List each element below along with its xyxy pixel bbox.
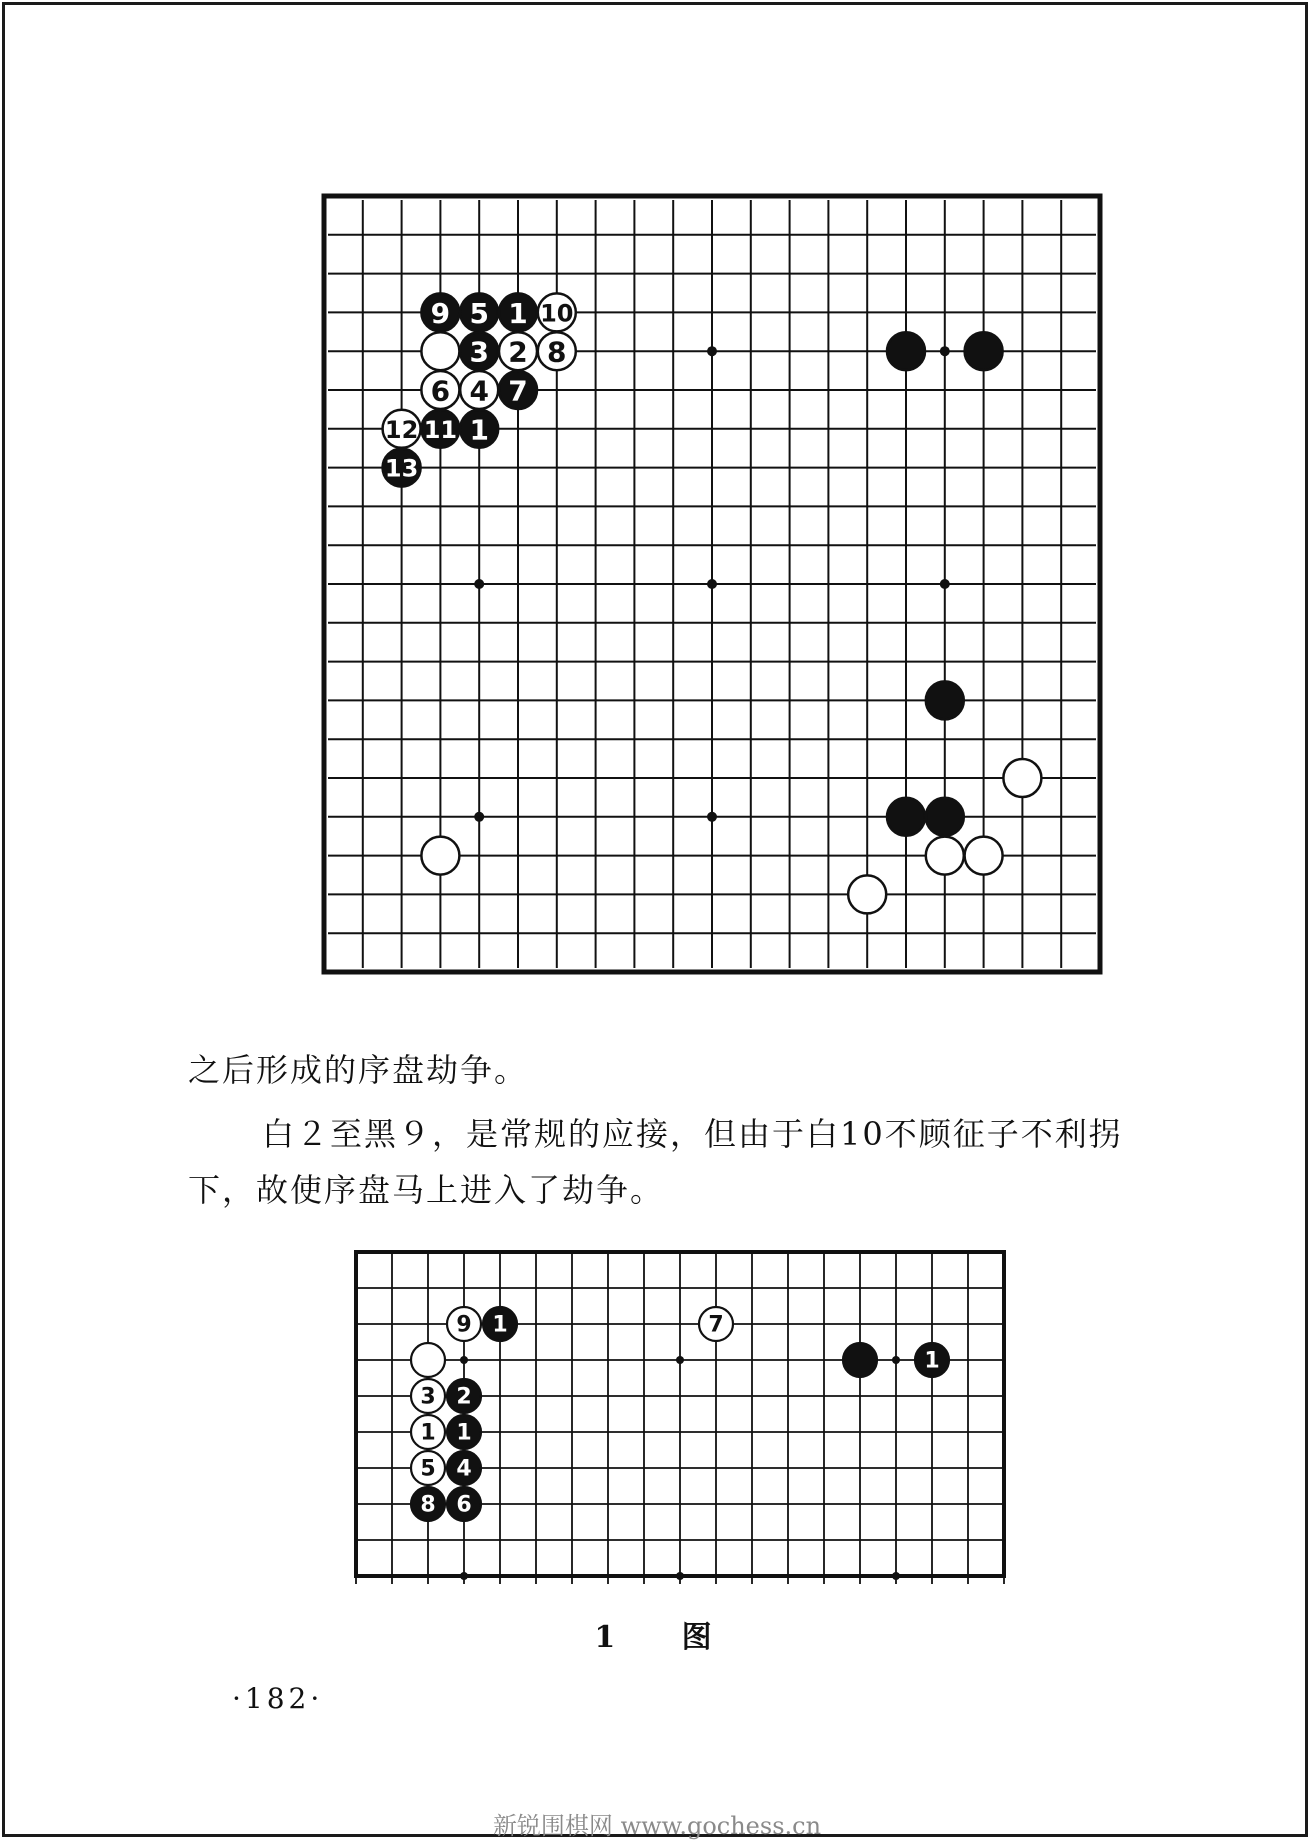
white-stone	[447, 1307, 481, 1341]
move-number-label: 13	[384, 454, 419, 483]
black-stone	[383, 449, 421, 487]
white-stone	[1003, 759, 1041, 797]
move-number-label: 6	[456, 1492, 472, 1518]
black-stone	[915, 1343, 949, 1377]
move-number-label: 4	[456, 1456, 472, 1482]
black-stone	[499, 293, 537, 331]
black-stone	[926, 681, 964, 719]
move-number-label: 8	[420, 1492, 436, 1518]
move-number-label: 5	[469, 296, 489, 330]
move-number-label: 1	[456, 1420, 472, 1446]
move-number-label: 1	[492, 1312, 508, 1338]
star-point	[474, 579, 484, 589]
star-point	[707, 579, 717, 589]
star-point	[892, 1572, 900, 1580]
star-point	[676, 1572, 684, 1580]
move-number-label: 6	[430, 374, 451, 408]
white-stone	[383, 410, 421, 448]
star-point	[707, 346, 717, 356]
move-number-label: 11	[423, 415, 458, 444]
move-number-label: 9	[430, 296, 451, 330]
star-point	[940, 346, 950, 356]
black-stone	[421, 410, 459, 448]
site-footer-watermark: 新锐围棋网 www.gochess.cn	[492, 1812, 822, 1840]
move-number-label: 5	[420, 1456, 436, 1482]
move-number-label: 7	[708, 1312, 724, 1338]
paragraph-1: 之后形成的序盘劫争。	[188, 1051, 529, 1089]
move-number-label: 4	[469, 374, 489, 408]
move-number-label: 10	[540, 299, 574, 328]
white-stone	[699, 1307, 733, 1341]
white-stone	[848, 875, 886, 913]
black-stone	[447, 1379, 481, 1413]
black-stone	[887, 332, 925, 370]
star-point	[460, 1572, 468, 1580]
star-point	[676, 1356, 684, 1364]
move-number-label: 1	[924, 1348, 940, 1374]
star-point	[707, 812, 717, 822]
go-board-diagram-1	[324, 196, 1100, 972]
move-number-label: 1	[508, 296, 528, 330]
figure-caption: 1 图	[594, 1620, 740, 1655]
black-stone	[460, 332, 498, 370]
white-stone	[965, 837, 1003, 875]
star-point	[474, 812, 484, 822]
move-number-label: 12	[384, 415, 419, 444]
black-stone	[460, 410, 498, 448]
black-stone	[843, 1343, 877, 1377]
star-point	[940, 579, 950, 589]
move-number-label: 1	[420, 1420, 436, 1446]
star-point	[892, 1356, 900, 1364]
move-number-label: 8	[547, 335, 567, 369]
black-stone	[421, 293, 459, 331]
move-number-label: 2	[508, 335, 528, 369]
move-number-label: 2	[456, 1384, 472, 1410]
black-stone	[447, 1451, 481, 1485]
go-board-diagram-2	[355, 1251, 1005, 1601]
white-stone	[411, 1379, 445, 1413]
white-stone	[411, 1343, 445, 1377]
move-number-label: 3	[420, 1384, 436, 1410]
white-stone	[538, 293, 576, 331]
black-stone	[447, 1415, 481, 1449]
page-number: ·182·	[232, 1682, 324, 1715]
black-stone	[965, 332, 1003, 370]
move-number-label: 3	[469, 335, 489, 369]
move-number-label: 9	[456, 1312, 472, 1338]
black-stone	[483, 1307, 517, 1341]
white-stone	[421, 837, 459, 875]
white-stone	[421, 371, 459, 409]
black-stone	[499, 371, 537, 409]
star-point	[460, 1356, 468, 1364]
white-stone	[411, 1415, 445, 1449]
paragraph-2: 白２至黑９，是常规的应接，但由于白10不顾征子不利拐下，故使序盘马上进入了劫争。	[188, 1115, 1123, 1209]
white-stone	[421, 332, 459, 370]
black-stone	[447, 1487, 481, 1521]
black-stone	[411, 1487, 445, 1521]
move-number-label: 1	[469, 413, 489, 447]
move-number-label: 7	[508, 374, 528, 408]
white-stone	[411, 1451, 445, 1485]
black-stone	[926, 798, 964, 836]
black-stone	[460, 293, 498, 331]
white-stone	[460, 371, 498, 409]
white-stone	[538, 332, 576, 370]
white-stone	[926, 837, 964, 875]
white-stone	[499, 332, 537, 370]
black-stone	[887, 798, 925, 836]
